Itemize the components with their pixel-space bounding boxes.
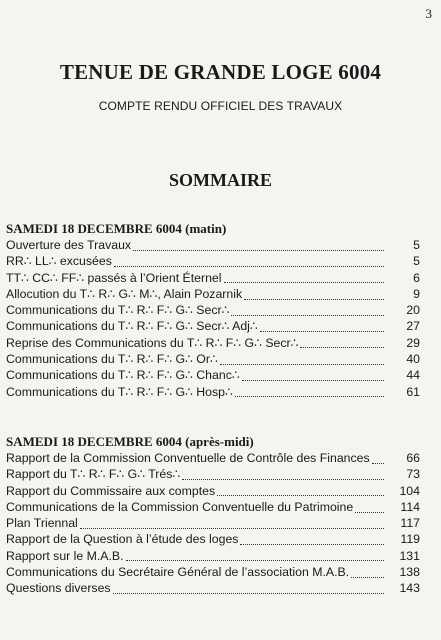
toc-entry [6,515,420,531]
dot-leader [260,321,384,332]
toc-entry-label: Plan Triennal [6,516,78,531]
toc-entry-page: 29 [406,335,420,350]
toc-entry [6,450,420,466]
toc-entry-label: Rapport de la Question à l’étude des loges [6,532,239,547]
toc-entry-label: Allocution du T∴ R∴ G∴ M∴, Alain Pozarnik [6,286,243,301]
toc-entry-label: Rapport du T∴ R∴ F∴ G∴ Trés∴ [6,467,181,482]
toc-entry [6,483,420,499]
dot-leader [224,272,385,283]
toc-entry-page: 117 [400,516,420,531]
toc-entry [6,237,420,253]
toc-entry-label: Communications du T∴ R∴ F∴ G∴ Secr∴ [6,303,230,318]
toc-entry-page: 20 [406,303,420,318]
section-heading: SAMEDI 18 DECEMBRE 6004 (matin) [6,221,227,236]
section-afternoon [6,434,420,597]
dot-leader [300,337,384,348]
dot-leader [80,518,384,529]
dot-leader [235,386,384,397]
toc-entry-label: Communications de la Commission Conventuelle du Patrimoine [6,499,354,514]
toc-entry [6,270,420,286]
dot-leader [240,534,384,545]
toc-entry [6,466,420,482]
toc-entry-page: 73 [406,467,420,482]
toc-entry-label: Rapport de la Commission Conventuelle de Contrôle des Finances [6,451,370,465]
toc-entry-page: 119 [400,532,420,547]
dot-leader [182,469,384,480]
toc-entry-label: Communications du Secrétaire Général de l’association M.A.B. [6,565,350,580]
toc-entry [6,351,420,367]
dot-leader [242,370,384,381]
dot-leader [217,485,384,496]
toc-entry [6,580,420,596]
toc-entry [6,499,420,515]
dot-leader [355,502,384,513]
toc-entry [6,548,420,564]
document-subtitle: COMPTE RENDU OFFICIEL DES TRAVAUX [98,99,343,113]
toc-entry-label: Rapport sur le M.A.B. [6,548,124,563]
toc-entry [6,367,420,383]
dot-leader [114,256,384,267]
toc-entry [6,564,420,580]
document-title: TENUE DE GRANDE LOGE 6004 [59,60,382,84]
section-heading: SAMEDI 18 DECEMBRE 6004 (après-midi) [6,434,254,449]
toc-entry-label: Communications du T∴ R∴ F∴ G∴ Chanc∴ [6,368,240,383]
toc-entry [6,335,420,351]
dot-leader [113,583,384,594]
toc-entry [6,302,420,318]
toc-entry-label: Rapport du Commissaire aux comptes [6,483,216,498]
toc-entry-label: Ouverture des Travaux [6,238,132,252]
dot-leader [231,305,384,316]
dot-leader [372,453,384,464]
dot-leader [126,550,384,561]
toc-entry-page: 131 [399,548,420,563]
toc-entry [6,286,420,302]
toc-entry-label: RR∴ LL∴ excusées [6,254,112,269]
dot-leader [220,354,384,365]
toc-entry [6,318,420,334]
toc-entry [6,531,420,547]
dot-leader [133,240,384,251]
toc-entry-page: 9 [413,286,420,301]
toc-entry-label: Communications du T∴ R∴ F∴ G∴ Secr∴ Adj∴ [6,319,258,334]
toc-entry-page: 40 [406,352,420,367]
toc-entry-page: 27 [406,319,420,334]
toc-entry-label: Questions diverses [6,581,111,596]
toc-entry-page: 5 [413,238,420,252]
toc-entry [6,253,420,269]
dot-leader [351,567,384,578]
table-of-contents-title: SOMMAIRE [169,170,272,190]
toc-entry-page: 44 [406,368,420,383]
toc-entry-page: 66 [406,451,420,465]
dot-leader [244,289,384,300]
toc-entry-page: 143 [399,581,420,596]
toc-entry-label: Reprise des Communications du T∴ R∴ F∴ G∴ Secr∴ [6,335,299,350]
toc-entry-label: Communications du T∴ R∴ F∴ G∴ Or∴ [6,352,218,367]
toc-entry-page: 5 [413,254,420,269]
page-number: 3 [425,6,432,21]
toc-entry-label: Communications du T∴ R∴ F∴ G∴ Hosp∴ [6,384,233,399]
toc-entry-page: 138 [399,565,420,580]
toc-entry [6,384,420,400]
toc-entry-page: 61 [406,384,420,399]
toc-entry-label: TT∴ CC∴ FF∴ passés à l’Orient Éternel [6,270,222,285]
toc-entry-page: 6 [413,270,420,285]
section-morning [6,221,420,400]
toc-entry-page: 114 [400,499,420,514]
toc-entry-page: 104 [399,483,420,498]
